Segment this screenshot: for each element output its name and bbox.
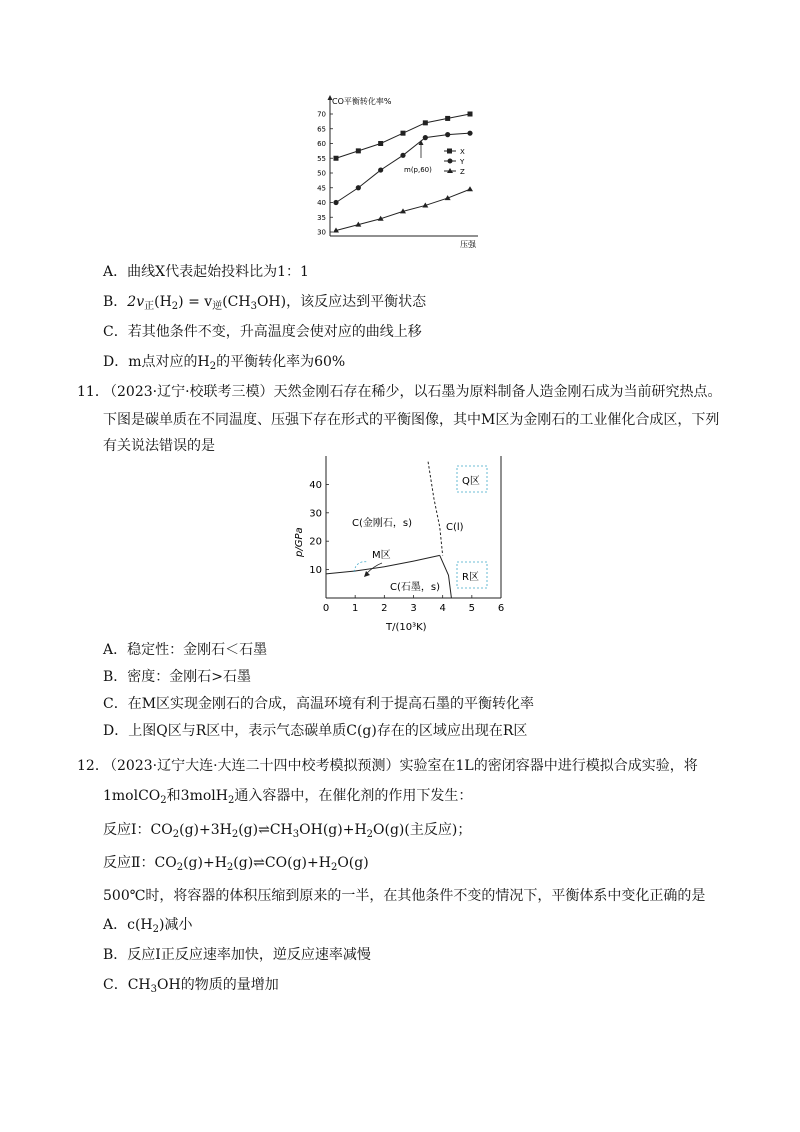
c1-ytick-label: 65 [317,125,326,134]
c1-point-x [334,156,339,161]
c1-ytick-label: 70 [317,110,326,119]
q11-stem-line1: （2023·辽宁·校联考三模）天然金刚石存在稀少，以石墨为原料制备人造金刚石成为当前研究热点。 [103,384,722,400]
q12-r1-sub2: 2 [231,829,239,840]
q12-stem-line1: （2023·辽宁大连·大连二十四中校考模拟预测）实验室在1L的密闭容器中进行模拟合成实验，将 [103,758,698,774]
q10-b-eq: 2v [127,294,145,310]
q11-d-pre: D．上图Q区与R区中，表示气态碳单质 [103,723,347,739]
c1-point-x [445,116,450,121]
q12-option-c [103,975,279,995]
q12-r1-sub4: 2 [366,829,374,840]
q11-stem-line3: 有关说法错误的是 [103,438,215,454]
c1-point-y [333,200,338,205]
c2-xtick-label: 6 [497,603,505,614]
q12-stem-line2 [103,786,472,806]
q10-option-d [103,352,345,372]
c1-ytick-label: 30 [317,228,326,237]
q10-d-post: 的平衡转化率为60% [216,354,346,370]
q10-b-letter: B． [103,294,128,310]
c2-boundary-2 [440,555,452,598]
c2-xlabel: T/(10³K) [386,622,427,633]
q11-option-c: C．在M区实现金刚石的合成，高温环境有利于提高石墨的平衡转化率 [103,696,535,712]
q10-option-b [103,292,426,312]
q10-option-a: A．曲线X代表起始投料比为1：1 [103,264,309,280]
q12-number: 12． [77,758,109,774]
q12-s2-sub1: 2 [160,795,167,806]
q10-b-end2: OH)，该反应达到平衡状态 [256,294,427,310]
q12-r1-a: 反应Ⅰ：CO [103,822,173,838]
c2-xtick-label: 3 [410,603,417,614]
legend-marker-y [448,159,453,164]
c2-ytick-label: 10 [309,565,322,577]
c1-xlabel: 压强 [460,240,476,249]
legend-marker-x [447,149,452,154]
q11-option-a: A．稳定性：金刚石＜石墨 [103,642,268,658]
c2-ylabel: p/GPa [294,527,305,557]
q12-s2-c: 通入容器中，在催化剂的作用下发生： [234,788,473,804]
q10-b-sub1: 正 [144,301,155,312]
q12-r1-e: O(g)(主反应)； [373,822,472,838]
legend-label-x: X [460,148,465,156]
q10-b-mid: (H [154,294,172,310]
legend-label-z: Z [460,168,465,176]
c2-curves [326,462,451,598]
q10-b-sub4: 3 [250,301,257,312]
c1-point-x [468,112,473,117]
c2-xtick-label: 0 [322,603,330,614]
q12-c-pre: C．CH [103,977,151,993]
c1-legend [444,148,465,176]
q10-b-mid2: ) = v [178,294,213,310]
c1-ytick-label: 40 [317,199,326,207]
q10-b-sub2: 2 [171,301,179,312]
c1-point-x [401,131,406,136]
q10-d-pre: D．m点对应的 [103,354,198,370]
c2-m-arrow [364,563,382,577]
legend-label-y: Y [460,158,465,166]
c1-series-line-y [336,133,470,202]
q11-option-b: B．密度：金刚石>石墨 [103,669,252,685]
c2-label-r: R区 [462,572,479,583]
c2-xtick-label: 2 [381,603,388,614]
c2-ytick-label: 20 [309,536,322,548]
c1-axes [317,95,478,237]
c1-ytick-label: 50 [317,169,326,178]
c2-label-diamond: C(金刚石，s) [352,518,412,529]
q12-r2-sub3: 2 [330,862,338,873]
q12-r1-sub3: 3 [292,829,300,840]
q12-r1-sub1: 2 [172,829,180,840]
c2-boundary-1 [428,462,443,556]
q12-a-post: )减小 [159,917,193,933]
q12-option-b: B．反应Ⅰ正反应速率加快，逆反应速率减慢 [103,947,371,963]
q12-stem-line4: 500℃时，将容器的体积压缩到原来的一半，在其他条件不变的情况下，平衡体系中变化正确的是 [103,888,706,904]
q12-option-a [103,915,192,935]
q12-r2-sub2: 2 [226,862,234,873]
q10-d-sub: 2 [209,361,217,372]
q12-r2-sub1: 2 [176,862,184,873]
q11-d-cg: C(g) [346,723,377,739]
c1-point-x [378,141,383,146]
q12-s2-a: 1molCO [103,788,161,804]
q12-reaction-1 [103,820,471,840]
q12-a-sub: 2 [152,924,159,935]
q11-d-post: 存在的区域应出现在R区 [376,723,528,739]
c2-ytick-label: 40 [309,479,322,491]
c1-point-y [445,132,450,137]
c1-point-x [423,120,428,125]
c1-ytick-label: 60 [317,140,326,148]
q12-r1-b: (g)+3H [179,822,232,838]
c2-ytick-label: 30 [309,508,322,520]
c2-xtick-label: 5 [468,603,476,614]
c1-ytick-label: 45 [317,184,326,193]
q12-r2-b: (g)+H [183,855,227,871]
c1-ytick-label: 55 [317,154,326,163]
q10-d-h: H [197,354,210,370]
carbon-phase-diagram [290,452,520,637]
q12-reaction-2 [103,853,369,873]
co-conversion-chart [300,92,490,252]
q12-c-post: OH的物质的量增加 [157,977,279,993]
c1-ylabel: CO平衡转化率% [332,97,392,106]
c2-label-q: Q区 [462,476,480,487]
q12-c-sub: 3 [150,984,158,995]
q12-r1-d: OH(g)+H [299,822,367,838]
q12-r2-c: (g)⇌CO(g)+H [233,855,331,871]
q12-s2-sub2: 2 [227,795,235,806]
q12-r2-d: O(g) [337,855,369,871]
c1-annotation: m(p,60) [404,166,432,174]
q12-r2-a: 反应Ⅱ：CO [103,855,177,871]
c1-point-y [356,185,361,190]
c1-point-x [356,148,361,153]
c2-label-graphite: C(石墨，s) [390,582,440,593]
c1-point-y [378,167,383,172]
q11-stem-line2: 下图是碳单质在不同温度、压强下存在形式的平衡图像，其中M区为金刚石的工业催化合成区，下列 [103,412,720,428]
q11-number: 11． [77,384,109,400]
q12-r1-c: (g)⇌CH [238,822,293,838]
c1-point-y [400,153,405,158]
c1-point-y [423,135,428,140]
q12-a-pre: A．c(H [103,917,153,933]
q12-s2-b: 和3molH [166,788,228,804]
c2-xtick-label: 1 [351,603,359,614]
c1-ytick-label: 35 [317,213,326,222]
c2-label-liquid: C(l) [446,522,464,533]
q10-option-c: C．若其他条件不变，升高温度会使对应的曲线上移 [103,324,422,340]
c1-point-y [467,131,472,136]
q10-b-sub3: 逆 [212,301,223,312]
q10-b-end: (CH [222,294,251,310]
c1-point-z [467,186,473,191]
c2-label-m: M区 [372,550,391,561]
q11-option-d [103,721,527,741]
c2-xtick-label: 4 [439,603,446,614]
